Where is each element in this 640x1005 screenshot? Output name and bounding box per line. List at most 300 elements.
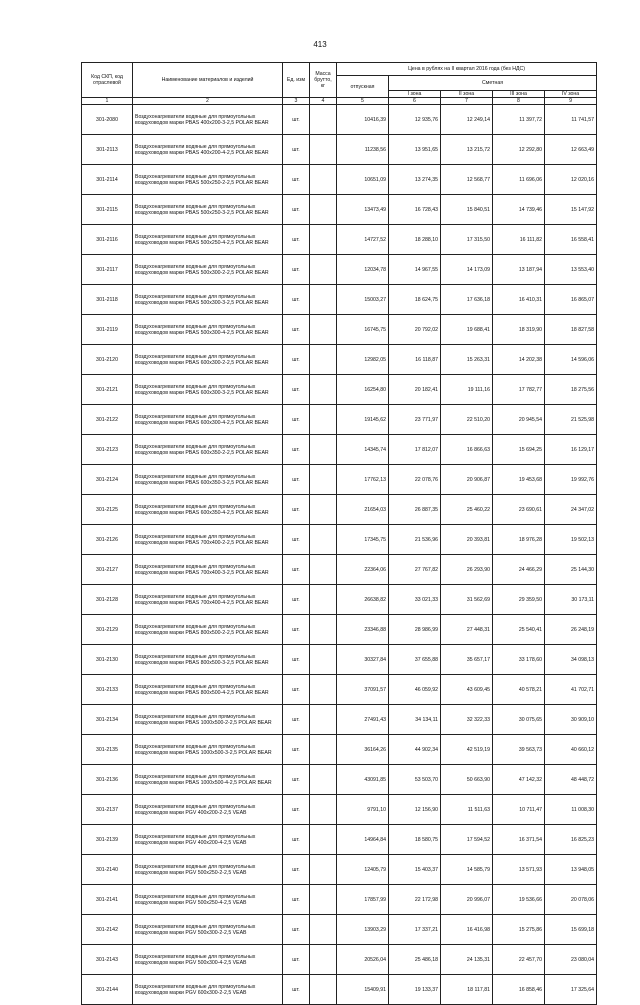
row-mass <box>310 975 337 1005</box>
page-number: 413 <box>313 40 327 49</box>
row-price-zone-4: 34 098,13 <box>545 645 597 675</box>
row-code: 301-2114 <box>82 165 133 195</box>
row-code: 301-2134 <box>82 705 133 735</box>
row-price-otpusknaya: 13473,49 <box>337 195 389 225</box>
row-price-zone-3: 11 696,06 <box>493 165 545 195</box>
row-mass <box>310 405 337 435</box>
row-mass <box>310 135 337 165</box>
row-price-otpusknaya: 12405,79 <box>337 855 389 885</box>
row-name: Воздухонагреватели водяные для прямоугольных воздуховодов марки PGV 400x200-2-2,5 VEAB <box>133 795 283 825</box>
row-price-otpusknaya: 37091,57 <box>337 675 389 705</box>
row-code: 301-2139 <box>82 825 133 855</box>
row-price-zone-2: 19 688,41 <box>441 315 493 345</box>
row-code: 301-2127 <box>82 555 133 585</box>
table-row <box>82 435 597 465</box>
row-price-zone-3: 15 694,25 <box>493 435 545 465</box>
row-price-zone-4: 18 827,58 <box>545 315 597 345</box>
row-price-zone-2: 14 173,09 <box>441 255 493 285</box>
row-price-otpusknaya: 17345,75 <box>337 525 389 555</box>
column-number-cell: 8 <box>493 98 545 105</box>
row-unit: шт. <box>283 975 310 1005</box>
table-row <box>82 795 597 825</box>
row-mass <box>310 825 337 855</box>
row-price-zone-2: 17 315,50 <box>441 225 493 255</box>
row-price-otpusknaya: 10651,09 <box>337 165 389 195</box>
row-code: 301-2136 <box>82 765 133 795</box>
row-price-otpusknaya: 15003,27 <box>337 285 389 315</box>
row-mass <box>310 435 337 465</box>
row-price-zone-3: 47 142,32 <box>493 765 545 795</box>
row-mass <box>310 615 337 645</box>
row-name: Воздухонагреватели водяные для прямоугольных воздуховодов марки PGV 600x300-2-2,5 VEAB <box>133 975 283 1005</box>
row-price-zone-2: 20 393,81 <box>441 525 493 555</box>
row-price-zone-2: 42 519,19 <box>441 735 493 765</box>
row-mass <box>310 255 337 285</box>
row-unit: шт. <box>283 585 310 615</box>
row-price-zone-4: 14 596,06 <box>545 345 597 375</box>
row-name: Воздухонагреватели водяные для прямоугольных воздуховодов марки PBAS 700x400-3-2,5 POLAR BEAR <box>133 555 283 585</box>
table-row <box>82 465 597 495</box>
row-price-otpusknaya: 43091,85 <box>337 765 389 795</box>
row-price-zone-1: 25 486,18 <box>389 945 441 975</box>
row-code: 301-2124 <box>82 465 133 495</box>
row-name: Воздухонагреватели водяные для прямоугольных воздуховодов марки PBAS 600x300-4-2,5 POLAR BEAR <box>133 405 283 435</box>
row-price-zone-1: 53 503,70 <box>389 765 441 795</box>
table-row <box>82 915 597 945</box>
row-code: 301-2140 <box>82 855 133 885</box>
column-number-cell: 1 <box>82 98 133 105</box>
table-row <box>82 105 597 135</box>
row-price-zone-4: 12 663,49 <box>545 135 597 165</box>
row-price-zone-4: 40 660,12 <box>545 735 597 765</box>
table-row <box>82 825 597 855</box>
row-price-zone-2: 15 263,31 <box>441 345 493 375</box>
row-price-zone-2: 16 866,63 <box>441 435 493 465</box>
row-price-zone-2: 13 215,72 <box>441 135 493 165</box>
row-price-zone-4: 16 825,23 <box>545 825 597 855</box>
row-name: Воздухонагреватели водяные для прямоугольных воздуховодов марки PBAS 700x400-4-2,5 POLAR BEAR <box>133 585 283 615</box>
row-price-zone-3: 10 711,47 <box>493 795 545 825</box>
row-unit: шт. <box>283 465 310 495</box>
row-mass <box>310 375 337 405</box>
row-mass <box>310 765 337 795</box>
row-price-zone-2: 16 416,98 <box>441 915 493 945</box>
row-price-zone-4: 24 347,02 <box>545 495 597 525</box>
header-zone-3: III зона <box>493 91 545 98</box>
row-price-zone-2: 31 562,69 <box>441 585 493 615</box>
row-mass <box>310 915 337 945</box>
row-name: Воздухонагреватели водяные для прямоугольных воздуховодов марки PGV 400x200-4-2,5 VEAB <box>133 825 283 855</box>
table-row <box>82 285 597 315</box>
table-row <box>82 255 597 285</box>
row-price-otpusknaya: 13903,29 <box>337 915 389 945</box>
table-row <box>82 405 597 435</box>
row-price-zone-2: 18 117,81 <box>441 975 493 1005</box>
row-price-zone-4: 48 448,72 <box>545 765 597 795</box>
table-row <box>82 975 597 1005</box>
header-mass: Масса брутто, кг <box>310 63 337 98</box>
column-number-cell: 2 <box>133 98 283 105</box>
row-unit: шт. <box>283 555 310 585</box>
row-unit: шт. <box>283 495 310 525</box>
row-price-zone-4: 30 173,11 <box>545 585 597 615</box>
row-mass <box>310 555 337 585</box>
row-price-otpusknaya: 17762,13 <box>337 465 389 495</box>
row-mass <box>310 465 337 495</box>
row-mass <box>310 945 337 975</box>
row-price-zone-3: 39 563,73 <box>493 735 545 765</box>
row-price-zone-2: 25 460,22 <box>441 495 493 525</box>
row-unit: шт. <box>283 615 310 645</box>
row-price-zone-4: 13 948,05 <box>545 855 597 885</box>
row-price-zone-4: 16 129,17 <box>545 435 597 465</box>
row-price-zone-3: 22 457,70 <box>493 945 545 975</box>
price-table <box>81 62 597 1005</box>
row-price-zone-1: 13 951,65 <box>389 135 441 165</box>
row-mass <box>310 885 337 915</box>
row-price-zone-2: 27 448,31 <box>441 615 493 645</box>
row-price-zone-2: 20 996,07 <box>441 885 493 915</box>
row-name: Воздухонагреватели водяные для прямоугольных воздуховодов марки PBAS 500x300-4-2,5 POLAR BEAR <box>133 315 283 345</box>
table-row <box>82 945 597 975</box>
table-row <box>82 705 597 735</box>
row-unit: шт. <box>283 345 310 375</box>
row-price-zone-4: 11 741,57 <box>545 105 597 135</box>
row-unit: шт. <box>283 405 310 435</box>
row-price-zone-1: 27 767,82 <box>389 555 441 585</box>
row-mass <box>310 855 337 885</box>
row-unit: шт. <box>283 375 310 405</box>
row-name: Воздухонагреватели водяные для прямоугольных воздуховодов марки PBAS 800x500-4-2,5 POLAR BEAR <box>133 675 283 705</box>
row-price-zone-1: 19 133,37 <box>389 975 441 1005</box>
row-unit: шт. <box>283 135 310 165</box>
row-mass <box>310 225 337 255</box>
table-row <box>82 135 597 165</box>
row-name: Воздухонагреватели водяные для прямоугольных воздуховодов марки PBAS 600x350-2-2,5 POLAR BEAR <box>133 435 283 465</box>
row-price-otpusknaya: 21654,03 <box>337 495 389 525</box>
table-row <box>82 855 597 885</box>
row-price-zone-4: 19 992,76 <box>545 465 597 495</box>
row-name: Воздухонагреватели водяные для прямоугольных воздуховодов марки PBAS 500x250-3-2,5 POLAR BEAR <box>133 195 283 225</box>
header-zone-4: IV зона <box>545 91 597 98</box>
row-unit: шт. <box>283 195 310 225</box>
row-name: Воздухонагреватели водяные для прямоугольных воздуховодов марки PBAS 800x500-3-2,5 POLAR BEAR <box>133 645 283 675</box>
row-price-zone-3: 15 275,86 <box>493 915 545 945</box>
row-price-zone-2: 14 585,79 <box>441 855 493 885</box>
row-name: Воздухонагреватели водяные для прямоугольных воздуховодов марки PBAS 600x300-3-2,5 POLAR BEAR <box>133 375 283 405</box>
row-code: 301-2143 <box>82 945 133 975</box>
row-price-zone-4: 30 909,10 <box>545 705 597 735</box>
row-code: 301-2133 <box>82 675 133 705</box>
row-price-zone-2: 15 840,51 <box>441 195 493 225</box>
row-price-zone-4: 16 865,07 <box>545 285 597 315</box>
row-price-zone-2: 12 568,77 <box>441 165 493 195</box>
row-name: Воздухонагреватели водяные для прямоугольных воздуховодов марки PBAS 500x300-2-2,5 POLAR BEAR <box>133 255 283 285</box>
row-mass <box>310 345 337 375</box>
row-price-otpusknaya: 27491,43 <box>337 705 389 735</box>
row-price-zone-3: 16 858,46 <box>493 975 545 1005</box>
row-price-otpusknaya: 22364,06 <box>337 555 389 585</box>
row-price-otpusknaya: 14345,74 <box>337 435 389 465</box>
row-name: Воздухонагреватели водяные для прямоугольных воздуховодов марки PBAS 600x300-2-2,5 POLAR BEAR <box>133 345 283 375</box>
header-otpusknaya: отпускная <box>337 76 389 98</box>
row-unit: шт. <box>283 285 310 315</box>
row-unit: шт. <box>283 675 310 705</box>
row-name: Воздухонагреватели водяные для прямоугольных воздуховодов марки PBAS 500x250-2-2,5 POLAR BEAR <box>133 165 283 195</box>
table-row <box>82 675 597 705</box>
header-smetnaya: Сметная <box>389 76 597 91</box>
row-price-zone-3: 33 178,60 <box>493 645 545 675</box>
row-price-zone-3: 29 359,50 <box>493 585 545 615</box>
row-code: 301-2116 <box>82 225 133 255</box>
row-name: Воздухонагреватели водяные для прямоугольных воздуховодов марки PBAS 700x400-2-2,5 POLAR BEAR <box>133 525 283 555</box>
row-mass <box>310 645 337 675</box>
row-price-zone-1: 46 059,92 <box>389 675 441 705</box>
column-number-cell: 4 <box>310 98 337 105</box>
row-name: Воздухонагреватели водяные для прямоугольных воздуховодов марки PBAS 1000x500-4-2,5 POLAR BEAR <box>133 765 283 795</box>
row-name: Воздухонагреватели водяные для прямоугольных воздуховодов марки PBAS 400x200-3-2,5 POLAR BEAR <box>133 105 283 135</box>
column-number-cell: 7 <box>441 98 493 105</box>
table-row <box>82 165 597 195</box>
header-zone-1: I зона <box>389 91 441 98</box>
row-price-zone-3: 14 202,38 <box>493 345 545 375</box>
row-price-zone-2: 11 511,63 <box>441 795 493 825</box>
row-code: 301-2128 <box>82 585 133 615</box>
row-price-zone-4: 15 147,92 <box>545 195 597 225</box>
row-code: 301-2141 <box>82 885 133 915</box>
row-price-zone-3: 12 292,80 <box>493 135 545 165</box>
row-mass <box>310 495 337 525</box>
row-price-zone-4: 21 525,98 <box>545 405 597 435</box>
row-price-zone-1: 16 118,87 <box>389 345 441 375</box>
row-price-zone-2: 35 657,17 <box>441 645 493 675</box>
row-price-zone-1: 18 624,75 <box>389 285 441 315</box>
row-unit: шт. <box>283 525 310 555</box>
row-code: 301-2142 <box>82 915 133 945</box>
row-price-zone-3: 16 410,31 <box>493 285 545 315</box>
row-code: 301-2115 <box>82 195 133 225</box>
row-price-zone-4: 15 699,18 <box>545 915 597 945</box>
table-row <box>82 585 597 615</box>
row-price-zone-3: 11 397,72 <box>493 105 545 135</box>
row-name: Воздухонагреватели водяные для прямоугольных воздуховодов марки PBAS 600x350-3-2,5 POLAR BEAR <box>133 465 283 495</box>
row-name: Воздухонагреватели водяные для прямоугольных воздуховодов марки PBAS 1000x500-2-2,5 POLAR BEAR <box>133 705 283 735</box>
table-row <box>82 645 597 675</box>
row-code: 301-2117 <box>82 255 133 285</box>
row-unit: шт. <box>283 105 310 135</box>
row-unit: шт. <box>283 255 310 285</box>
row-price-zone-4: 19 502,13 <box>545 525 597 555</box>
row-price-zone-1: 28 986,99 <box>389 615 441 645</box>
row-price-zone-4: 11 008,30 <box>545 795 597 825</box>
row-price-otpusknaya: 15409,91 <box>337 975 389 1005</box>
table-row <box>82 225 597 255</box>
row-price-zone-2: 22 510,20 <box>441 405 493 435</box>
row-code: 301-2129 <box>82 615 133 645</box>
row-price-zone-3: 13 571,93 <box>493 855 545 885</box>
row-price-zone-3: 18 976,28 <box>493 525 545 555</box>
row-price-zone-1: 23 771,97 <box>389 405 441 435</box>
row-price-zone-4: 17 325,64 <box>545 975 597 1005</box>
row-price-zone-2: 26 293,90 <box>441 555 493 585</box>
row-price-zone-2: 50 663,90 <box>441 765 493 795</box>
row-price-otpusknaya: 16254,80 <box>337 375 389 405</box>
row-unit: шт. <box>283 825 310 855</box>
row-mass <box>310 285 337 315</box>
header-unit: Ед. изм <box>283 63 310 98</box>
table-row <box>82 735 597 765</box>
row-price-otpusknaya: 14964,84 <box>337 825 389 855</box>
table-body <box>82 105 597 1005</box>
row-unit: шт. <box>283 735 310 765</box>
row-price-zone-1: 18 288,10 <box>389 225 441 255</box>
row-name: Воздухонагреватели водяные для прямоугольных воздуховодов марки PBAS 400x200-4-2,5 POLAR BEAR <box>133 135 283 165</box>
column-number-cell: 3 <box>283 98 310 105</box>
row-price-zone-3: 25 540,41 <box>493 615 545 645</box>
row-code: 301-2118 <box>82 285 133 315</box>
row-code: 301-2123 <box>82 435 133 465</box>
row-price-zone-4: 16 558,41 <box>545 225 597 255</box>
row-code: 301-2122 <box>82 405 133 435</box>
table-row <box>82 495 597 525</box>
row-price-zone-1: 14 967,55 <box>389 255 441 285</box>
row-unit: шт. <box>283 165 310 195</box>
row-mass <box>310 525 337 555</box>
row-price-otpusknaya: 30327,84 <box>337 645 389 675</box>
row-price-zone-3: 17 782,77 <box>493 375 545 405</box>
row-price-zone-1: 16 728,43 <box>389 195 441 225</box>
row-price-zone-1: 12 935,76 <box>389 105 441 135</box>
row-unit: шт. <box>283 945 310 975</box>
row-mass <box>310 795 337 825</box>
row-code: 301-2113 <box>82 135 133 165</box>
row-price-zone-1: 37 655,88 <box>389 645 441 675</box>
row-price-zone-1: 20 182,41 <box>389 375 441 405</box>
row-price-zone-3: 20 945,54 <box>493 405 545 435</box>
row-price-zone-4: 13 553,40 <box>545 255 597 285</box>
row-price-zone-3: 40 578,21 <box>493 675 545 705</box>
row-price-zone-1: 13 274,35 <box>389 165 441 195</box>
row-price-zone-1: 34 134,11 <box>389 705 441 735</box>
row-price-otpusknaya: 9791,10 <box>337 795 389 825</box>
row-price-zone-3: 14 739,46 <box>493 195 545 225</box>
row-code: 301-2125 <box>82 495 133 525</box>
column-numbers-row <box>82 98 597 105</box>
row-price-zone-2: 32 322,33 <box>441 705 493 735</box>
row-price-zone-1: 22 078,76 <box>389 465 441 495</box>
row-price-otpusknaya: 26638,82 <box>337 585 389 615</box>
row-price-zone-3: 18 319,90 <box>493 315 545 345</box>
row-price-zone-3: 16 111,82 <box>493 225 545 255</box>
table-row <box>82 315 597 345</box>
row-unit: шт. <box>283 645 310 675</box>
row-name: Воздухонагреватели водяные для прямоугольных воздуховодов марки PGV 500x300-2-2,5 VEAB <box>133 915 283 945</box>
row-price-zone-1: 18 580,75 <box>389 825 441 855</box>
row-unit: шт. <box>283 915 310 945</box>
row-unit: шт. <box>283 855 310 885</box>
row-price-zone-3: 24 466,29 <box>493 555 545 585</box>
column-number-cell: 9 <box>545 98 597 105</box>
row-name: Воздухонагреватели водяные для прямоугольных воздуховодов марки PBAS 600x350-4-2,5 POLAR BEAR <box>133 495 283 525</box>
row-name: Воздухонагреватели водяные для прямоугольных воздуховодов марки PGV 500x250-2-2,5 VEAB <box>133 855 283 885</box>
row-mass <box>310 195 337 225</box>
row-price-zone-2: 20 906,87 <box>441 465 493 495</box>
table-row <box>82 195 597 225</box>
row-price-zone-2: 17 636,18 <box>441 285 493 315</box>
row-price-zone-1: 17 337,21 <box>389 915 441 945</box>
row-unit: шт. <box>283 435 310 465</box>
header-zone-2: II зона <box>441 91 493 98</box>
row-price-otpusknaya: 16745,75 <box>337 315 389 345</box>
row-name: Воздухонагреватели водяные для прямоугольных воздуховодов марки PGV 500x250-4-2,5 VEAB <box>133 885 283 915</box>
row-price-otpusknaya: 19145,62 <box>337 405 389 435</box>
row-code: 301-2135 <box>82 735 133 765</box>
row-unit: шт. <box>283 225 310 255</box>
header-name: Наименование материалов и изделий <box>133 63 283 98</box>
table-row <box>82 525 597 555</box>
row-mass <box>310 585 337 615</box>
row-code: 301-2126 <box>82 525 133 555</box>
header-code: Код СКП, код отраслевой <box>82 63 133 98</box>
table-row <box>82 375 597 405</box>
row-price-zone-4: 20 078,06 <box>545 885 597 915</box>
row-price-otpusknaya: 11238,56 <box>337 135 389 165</box>
row-code: 301-2121 <box>82 375 133 405</box>
row-code: 301-2130 <box>82 645 133 675</box>
row-price-zone-4: 25 144,30 <box>545 555 597 585</box>
row-price-otpusknaya: 36164,26 <box>337 735 389 765</box>
row-price-zone-2: 24 135,31 <box>441 945 493 975</box>
row-price-zone-4: 12 020,16 <box>545 165 597 195</box>
row-price-zone-1: 33 021,33 <box>389 585 441 615</box>
row-mass <box>310 735 337 765</box>
row-price-zone-1: 22 172,98 <box>389 885 441 915</box>
row-code: 301-2080 <box>82 105 133 135</box>
row-price-zone-3: 16 371,54 <box>493 825 545 855</box>
row-code: 301-2137 <box>82 795 133 825</box>
table-row <box>82 345 597 375</box>
column-number-cell: 6 <box>389 98 441 105</box>
row-code: 301-2120 <box>82 345 133 375</box>
row-price-zone-1: 21 536,96 <box>389 525 441 555</box>
row-price-zone-1: 15 403,37 <box>389 855 441 885</box>
row-price-zone-1: 44 902,34 <box>389 735 441 765</box>
row-name: Воздухонагреватели водяные для прямоугольных воздуховодов марки PBAS 500x300-3-2,5 POLAR BEAR <box>133 285 283 315</box>
row-unit: шт. <box>283 795 310 825</box>
row-price-zone-4: 18 275,56 <box>545 375 597 405</box>
row-unit: шт. <box>283 705 310 735</box>
row-unit: шт. <box>283 765 310 795</box>
row-price-zone-1: 12 156,90 <box>389 795 441 825</box>
row-price-otpusknaya: 12982,05 <box>337 345 389 375</box>
row-price-zone-2: 17 594,52 <box>441 825 493 855</box>
row-price-zone-2: 43 609,45 <box>441 675 493 705</box>
row-price-otpusknaya: 10416,39 <box>337 105 389 135</box>
row-price-zone-4: 23 080,04 <box>545 945 597 975</box>
row-price-zone-1: 17 812,07 <box>389 435 441 465</box>
row-price-zone-3: 23 690,61 <box>493 495 545 525</box>
row-price-zone-1: 26 887,35 <box>389 495 441 525</box>
row-price-otpusknaya: 14727,52 <box>337 225 389 255</box>
row-price-zone-4: 41 702,71 <box>545 675 597 705</box>
row-price-otpusknaya: 12034,78 <box>337 255 389 285</box>
row-name: Воздухонагреватели водяные для прямоугольных воздуховодов марки PBAS 500x250-4-2,5 POLAR BEAR <box>133 225 283 255</box>
row-mass <box>310 105 337 135</box>
row-price-otpusknaya: 17857,99 <box>337 885 389 915</box>
row-mass <box>310 165 337 195</box>
header-price-title: Цена в рублях на II квартал 2016 года (без НДС) <box>337 63 597 76</box>
row-price-zone-2: 12 249,14 <box>441 105 493 135</box>
